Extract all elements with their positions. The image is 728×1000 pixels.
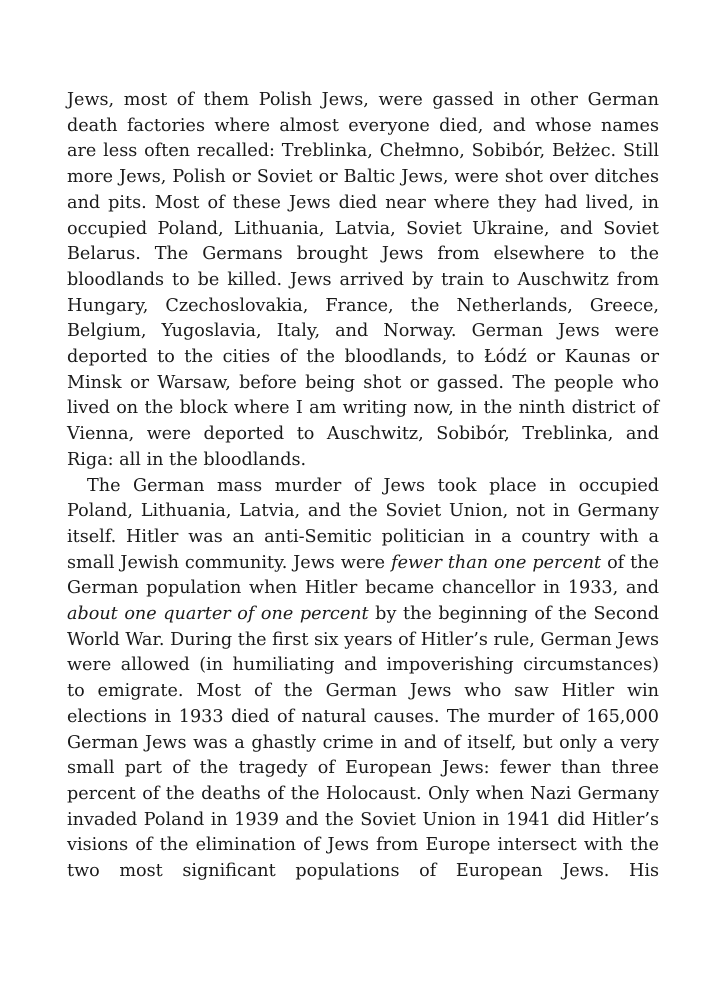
paragraph-text: The German mass murder of Jews took place in occupied Poland, Lithuania, Latvia, and the Soviet Union, not in Germany itself. Hitler was an anti-Semitic politician in a country with a small Jewish community. Jews were <box>67 475 659 573</box>
document-page <box>67 88 659 885</box>
paragraph <box>67 474 659 885</box>
paragraph-text: of the German population when Hitler became chancellor in 1933, and <box>67 552 659 599</box>
emphasized-text: about one quarter of one percent <box>67 604 369 625</box>
paragraph: Jews, most of them Polish Jews, were gassed in other German death factories where almost everyone died, and whose names are less often recalled: Treblinka, Chełmno, Sobibór, Bełżec. Still more Jews, Polish or Soviet or Baltic Jews, were shot over ditches and pits. Most of these Jews died near where they had lived, in occupied Poland, Lithuania, Latvia, Soviet Ukraine, and Soviet Belarus. The Germans brought Jews from elsewhere to the bloodlands to be killed. Jews arrived by train to Auschwitz from Hungary, Czechoslovakia, France, the Netherlands, Greece, Belgium, Yugoslavia, Italy, and Norway. German Jews were deported to the cities of the bloodlands, to Łódź or Kaunas or Minsk or Warsaw, before being shot or gassed. The people who lived on the block where I am writing now, in the ninth district of Vienna, were deported to Auschwitz, Sobibór, Treblinka, and Riga: all in the bloodlands. <box>67 90 659 470</box>
emphasized-text: fewer than one percent <box>391 552 602 573</box>
paragraph-text: by the beginning of the Second World War. During the first six years of Hitler’s rule, German Jews were allowed (in humiliating and impoverishing circumstances) to emigrate. Most of the German Jews who saw Hitler win elections in 1933 died of natural causes. The murder of 165,000 German Jews was a ghastly crime in and of itself, but only a very small part of the tragedy of European Jews: fewer than three percent of the deaths of the Holocaust. Only when Nazi Germany invaded Poland in 1939 and the Soviet Union in 1941 did Hitler’s visions of the elimination of Jews from Europe intersect with the two most significant populations of European Jews. His <box>67 604 659 882</box>
